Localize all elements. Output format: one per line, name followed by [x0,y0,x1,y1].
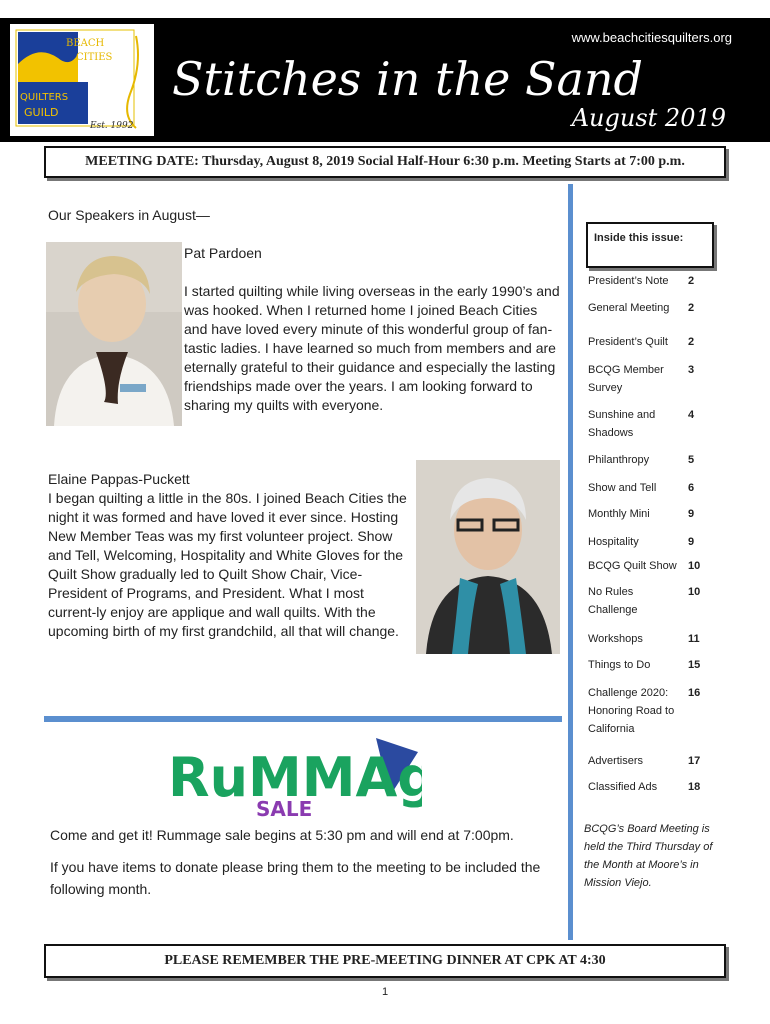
dinner-reminder-box: PLEASE REMEMBER THE PRE-MEETING DINNER AT CPK AT 4:30 [44,944,726,978]
speaker-name-elaine: Elaine Pappas-Puckett [48,471,190,487]
svg-text:GUILD: GUILD [24,106,59,119]
section-divider [44,716,562,722]
toc-title: Show and Tell [588,482,657,494]
toc-page: 4 [688,409,695,421]
toc-page: 16 [688,687,701,699]
meeting-date-box: MEETING DATE: Thursday, August 8, 2019 Social Half-Hour 6:30 p.m. Meeting Starts at 7:00 p.m. [44,146,726,178]
rummage-sale-logo [166,734,422,820]
toc-page: 17 [688,755,701,767]
svg-text:CITIES: CITIES [76,52,113,63]
toc-title: Classified Ads [588,781,658,793]
toc-title: President’s Note [588,275,669,287]
guild-logo [10,24,154,136]
page-number: 1 [381,986,389,998]
toc-title: BCQG Quilt Show [588,560,677,572]
toc-title: Sunshine and Shadows [588,409,656,439]
rummage-donation-note: If you have items to donate please bring them to the meeting to be included the following month. [50,859,541,897]
toc-page: 2 [688,302,695,314]
svg-text:Est. 1992: Est. 1992 [90,121,134,131]
inside-issue-label: Inside this issue: [594,232,684,244]
toc-page: 10 [688,586,701,598]
svg-text:SALE: SALE [256,797,313,820]
toc-page: 18 [688,781,701,793]
toc-title: President’s Quilt [588,336,668,348]
toc-title: General Meeting [588,302,670,314]
inside-issue-box [586,222,714,268]
toc-title: Things to Do [588,659,651,671]
speaker-bio-pat: I started quilting while living overseas in the early 1990’s and was hooked. When I returned home I joined Beach Cities and have loved every minute of this wonderful group of fan-tastic ladies. I have learned so much from members and are eternally grateful to their guidance and especially the lasting friendships made over the years. I am looking forward to sharing my quilts with everyone. [184,283,560,413]
speaker-photo-pat [46,242,182,426]
site-url[interactable]: www.beachcitiesquilters.org [571,30,732,45]
toc-title: Workshops [588,633,643,645]
toc-page: 15 [688,659,701,671]
column-divider [568,184,573,940]
toc-page: 5 [688,454,695,466]
toc-title: Philanthropy [588,454,650,466]
speaker-photo-elaine [416,460,560,654]
toc-page: 6 [688,482,695,494]
toc-page: 3 [688,364,695,376]
speaker-bio-elaine: I began quilting a little in the 80s. I joined Beach Cities the night it was formed and have loved it ever since. Hosting New Member Teas was my first volunteer project. Show and Tell, Welcoming, Hospitality and White Gloves for the Quilt Show gradually led to Quilt Show Chair, Vice-President of Programs, and President. What I most current-ly enjoy are applique and wall quilts. With the upcoming birth of my first grandchild, all that will change. [48,490,407,639]
toc-title: BCQG Member Survey [588,364,664,394]
toc-page: 9 [688,536,695,548]
toc-title: No Rules Challenge [588,586,638,616]
speakers-intro: Our Speakers in August— [48,207,210,223]
svg-text:BEACH: BEACH [66,38,105,49]
svg-text:QUILTERS: QUILTERS [20,92,69,103]
toc-title: Advertisers [588,755,644,767]
board-meeting-note: BCQG’s Board Meeting is held the Third Thursday of the Month at Moore’s in Mission Viejo. [584,823,713,889]
toc-title: Hospitality [588,536,639,548]
svg-text:RuMMAge: RuMMAg [168,746,422,809]
toc-page: 10 [688,560,701,572]
toc-title: Monthly Mini [588,508,650,520]
issue-date: August 2019 [571,104,726,132]
toc-page: 9 [688,508,695,520]
rummage-details: Come and get it! Rummage sale begins at 5:30 pm and will end at 7:00pm. [50,827,514,843]
toc-page: 2 [688,336,695,348]
toc-title: Challenge 2020: Honoring Road to California [588,687,675,735]
toc-page: 2 [688,275,695,287]
speaker-name-pat: Pat Pardoen [184,245,262,261]
toc-page: 11 [688,633,700,645]
newsletter-title: Stitches in the Sand [172,52,643,106]
